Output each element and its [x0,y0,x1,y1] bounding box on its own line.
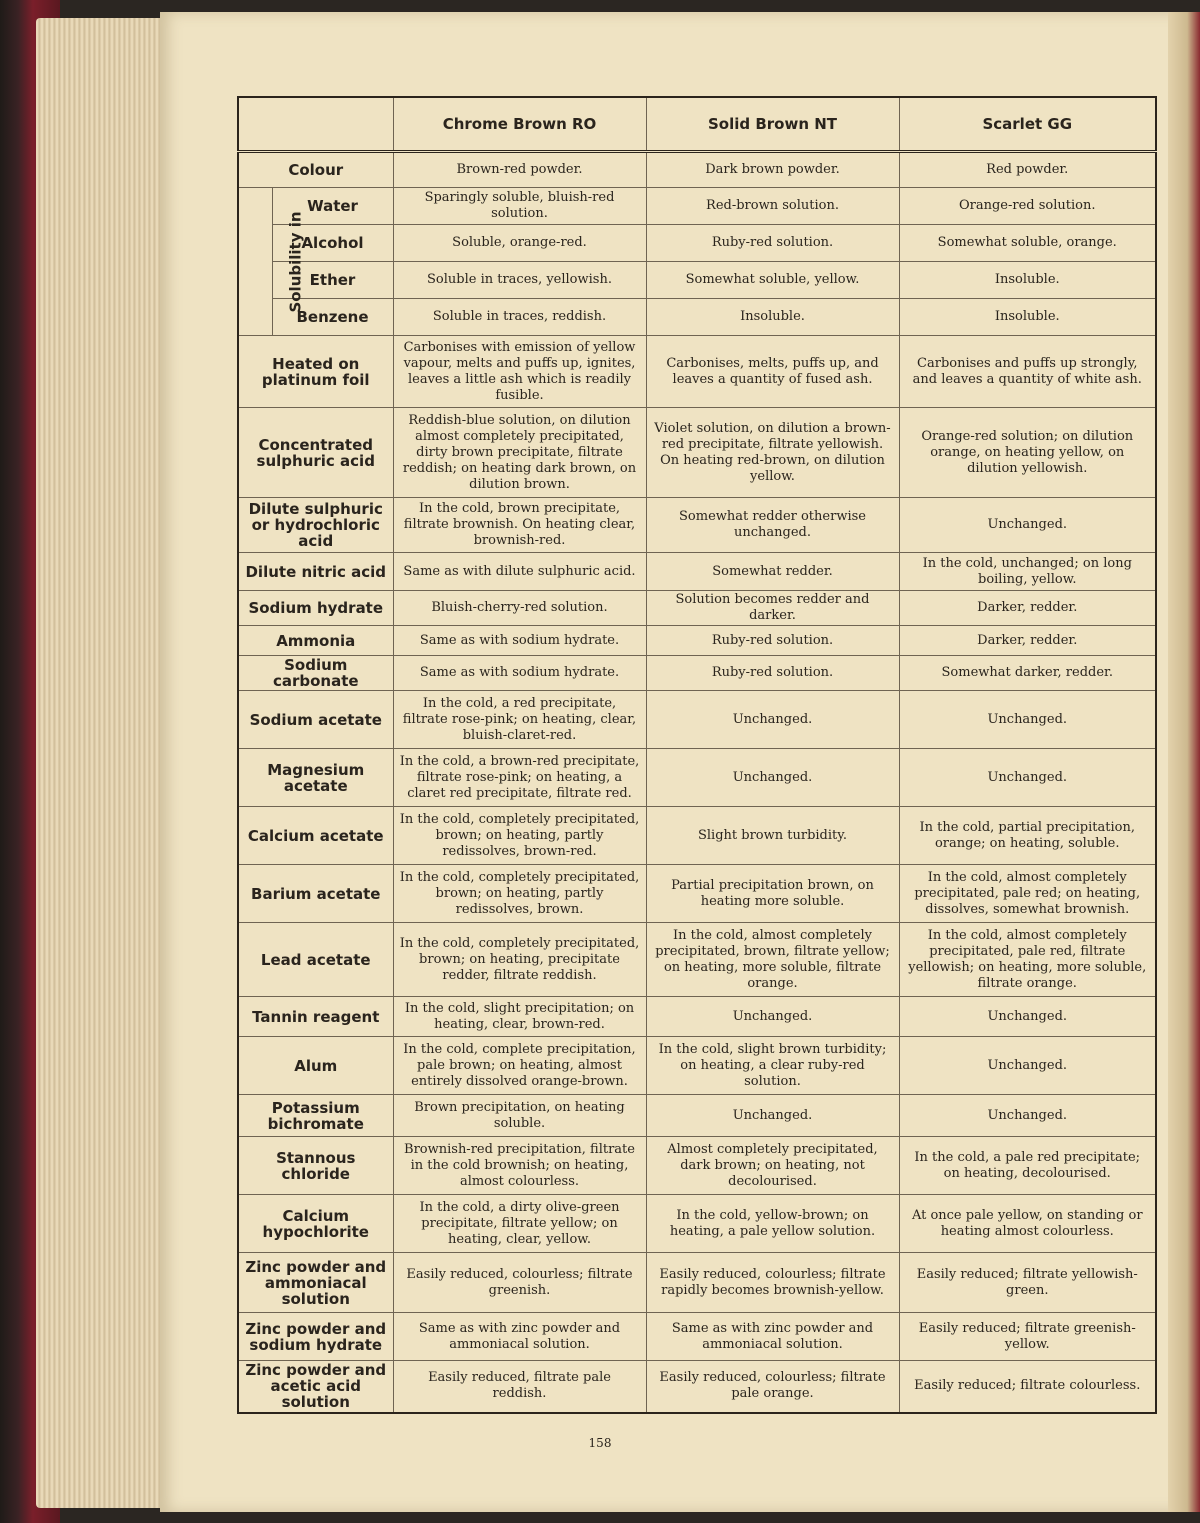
cell-chrome-brown-ro: In the cold, a red precipitate, filtrate rose-pink; on heating, clear, bluish-claret-red. [393,691,646,749]
cell-scarlet-gg: Darker, redder. [899,591,1156,626]
table-row [238,336,1156,408]
cell-scarlet-gg: Insoluble. [899,299,1156,336]
cell-chrome-brown-ro: Reddish-blue solution, on dilution almost completely precipitated, dirty brown precipitate, filtrate reddish; on heating dark brown, on dilution brown. [393,408,646,498]
row-label: Dilute nitric acid [238,553,393,591]
dye-reactions-table [237,96,1157,1414]
cell-chrome-brown-ro: Same as with zinc powder and ammoniacal solution. [393,1313,646,1361]
row-label: Dilute sulphuric or hydrochloric acid [238,498,393,553]
row-label: Water [272,188,393,225]
cell-scarlet-gg: In the cold, a pale red precipitate; on heating, decolourised. [899,1137,1156,1195]
row-label: Sodium acetate [238,691,393,749]
row-label: Benzene [272,299,393,336]
cell-solid-brown-nt: Somewhat redder otherwise unchanged. [646,498,899,553]
cell-chrome-brown-ro: In the cold, completely precipitated, brown; on heating, precipitate redder, filtrate reddish. [393,923,646,997]
cell-scarlet-gg: In the cold, almost completely precipitated, pale red; on heating, dissolves, somewhat brownish. [899,865,1156,923]
cell-solid-brown-nt: Insoluble. [646,299,899,336]
cell-chrome-brown-ro: Soluble in traces, reddish. [393,299,646,336]
cell-chrome-brown-ro: In the cold, brown precipitate, filtrate brownish. On heating clear, brownish-red. [393,498,646,553]
cell-scarlet-gg: Insoluble. [899,262,1156,299]
row-label: Alum [238,1037,393,1095]
row-label: Alcohol [272,225,393,262]
cell-chrome-brown-ro: Brown-red powder. [393,152,646,188]
cell-scarlet-gg: In the cold, almost completely precipitated, pale red, filtrate yellowish; on heating, more soluble, filtrate orange. [899,923,1156,997]
table-row [238,1361,1156,1413]
table-row [238,262,1156,299]
row-label: Potassium bichromate [238,1095,393,1137]
row-label: Ammonia [238,626,393,656]
cell-chrome-brown-ro: Sparingly soluble, bluish-red solution. [393,188,646,225]
table-row [238,807,1156,865]
table-row [238,1137,1156,1195]
table-row [238,1095,1156,1137]
row-label: Calcium acetate [238,807,393,865]
header-row [238,97,1156,152]
table-row [238,1313,1156,1361]
cell-solid-brown-nt: Easily reduced, colourless; filtrate rapidly becomes brownish-yellow. [646,1253,899,1313]
table-row [238,498,1156,553]
row-label: Lead acetate [238,923,393,997]
page-number: 158 [588,1436,612,1450]
table-row [238,591,1156,626]
cell-chrome-brown-ro: In the cold, completely precipitated, brown; on heating, partly redissolves, brown. [393,865,646,923]
table-row [238,225,1156,262]
cell-solid-brown-nt: In the cold, almost completely precipitated, brown, filtrate yellow; on heating, more soluble, filtrate orange. [646,923,899,997]
cell-solid-brown-nt: Somewhat soluble, yellow. [646,262,899,299]
row-label: Zinc powder and sodium hydrate [238,1313,393,1361]
cell-solid-brown-nt: Easily reduced, colourless; filtrate pale orange. [646,1361,899,1413]
row-label: Barium acetate [238,865,393,923]
cell-solid-brown-nt: Unchanged. [646,691,899,749]
table-row [238,553,1156,591]
header-blank [238,97,393,152]
cell-chrome-brown-ro: In the cold, completely precipitated, brown; on heating, partly redissolves, brown-red. [393,807,646,865]
cell-solid-brown-nt: Ruby-red solution. [646,626,899,656]
cell-solid-brown-nt: Same as with zinc powder and ammoniacal solution. [646,1313,899,1361]
cell-chrome-brown-ro: Same as with sodium hydrate. [393,626,646,656]
cell-solid-brown-nt: Red-brown solution. [646,188,899,225]
row-label: Calcium hypochlorite [238,1195,393,1253]
cell-scarlet-gg: Easily reduced; filtrate colourless. [899,1361,1156,1413]
table-row [238,1253,1156,1313]
cell-chrome-brown-ro: Bluish-cherry-red solution. [393,591,646,626]
cell-chrome-brown-ro: In the cold, complete precipitation, pale brown; on heating, almost entirely dissolved orange-brown. [393,1037,646,1095]
cell-solid-brown-nt: Almost completely precipitated, dark brown; on heating, not decolourised. [646,1137,899,1195]
table-row [238,691,1156,749]
cell-scarlet-gg: Carbonises and puffs up strongly, and leaves a quantity of white ash. [899,336,1156,408]
cell-scarlet-gg: Orange-red solution. [899,188,1156,225]
table-row [238,1037,1156,1095]
cell-scarlet-gg: Darker, redder. [899,626,1156,656]
cell-scarlet-gg: Unchanged. [899,498,1156,553]
cell-chrome-brown-ro: Brownish-red precipitation, filtrate in the cold brownish; on heating, almost colourless. [393,1137,646,1195]
cell-scarlet-gg: Unchanged. [899,1095,1156,1137]
cell-chrome-brown-ro: In the cold, a dirty olive-green precipitate, filtrate yellow; on heating, clear, yellow. [393,1195,646,1253]
cell-solid-brown-nt: Ruby-red solution. [646,225,899,262]
cell-chrome-brown-ro: Easily reduced, filtrate pale reddish. [393,1361,646,1413]
row-label: Sodium hydrate [238,591,393,626]
solubility-group-text: Solubility in [286,211,305,313]
book-right-edge [1168,12,1200,1512]
cell-solid-brown-nt: Somewhat redder. [646,553,899,591]
table-row [238,152,1156,188]
cell-scarlet-gg: Unchanged. [899,749,1156,807]
cell-solid-brown-nt: Unchanged. [646,749,899,807]
cell-chrome-brown-ro: Carbonises with emission of yellow vapour, melts and puffs up, ignites, leaves a little ash which is readily fusible. [393,336,646,408]
cell-solid-brown-nt: Carbonises, melts, puffs up, and leaves a quantity of fused ash. [646,336,899,408]
cell-scarlet-gg: Unchanged. [899,691,1156,749]
cell-scarlet-gg: Somewhat darker, redder. [899,656,1156,691]
header-solid-brown-nt: Solid Brown NT [646,97,899,152]
cell-solid-brown-nt: Partial precipitation brown, on heating more soluble. [646,865,899,923]
cell-solid-brown-nt: Unchanged. [646,997,899,1037]
table-row [238,656,1156,691]
cell-scarlet-gg: Unchanged. [899,997,1156,1037]
cell-scarlet-gg: Easily reduced; filtrate yellowish-green. [899,1253,1156,1313]
cell-scarlet-gg: In the cold, unchanged; on long boiling, yellow. [899,553,1156,591]
cell-solid-brown-nt: Violet solution, on dilution a brown-red precipitate, filtrate yellowish. On heating red-brown, on dilution yellow. [646,408,899,498]
cell-scarlet-gg: Orange-red solution; on dilution orange, on heating yellow, on dilution yellowish. [899,408,1156,498]
cell-solid-brown-nt: In the cold, slight brown turbidity; on heating, a clear ruby-red solution. [646,1037,899,1095]
cell-scarlet-gg: Easily reduced; filtrate greenish-yellow. [899,1313,1156,1361]
cell-scarlet-gg: In the cold, partial precipitation, orange; on heating, soluble. [899,807,1156,865]
row-label: Ether [272,262,393,299]
row-label: Concentrated sulphuric acid [238,408,393,498]
header-chrome-brown-ro: Chrome Brown RO [393,97,646,152]
cell-solid-brown-nt: In the cold, yellow-brown; on heating, a pale yellow solution. [646,1195,899,1253]
table-row [238,299,1156,336]
row-label: Sodium carbonate [238,656,393,691]
row-label: Heated on platinum foil [238,336,393,408]
table-row [238,626,1156,656]
cell-chrome-brown-ro: Easily reduced, colourless; filtrate greenish. [393,1253,646,1313]
cell-scarlet-gg: At once pale yellow, on standing or heating almost colourless. [899,1195,1156,1253]
solubility-group-label [238,188,305,336]
cell-scarlet-gg: Somewhat soluble, orange. [899,225,1156,262]
table-row [238,865,1156,923]
cell-chrome-brown-ro: In the cold, slight precipitation; on heating, clear, brown-red. [393,997,646,1037]
cell-solid-brown-nt: Unchanged. [646,1095,899,1137]
table-row [238,923,1156,997]
cell-chrome-brown-ro: Brown precipitation, on heating soluble. [393,1095,646,1137]
table-row [238,749,1156,807]
cell-scarlet-gg: Red powder. [899,152,1156,188]
table-row [238,997,1156,1037]
row-label: Colour [238,152,393,188]
cell-solid-brown-nt: Slight brown turbidity. [646,807,899,865]
cell-scarlet-gg: Unchanged. [899,1037,1156,1095]
table-row [238,188,1156,225]
row-label: Zinc powder and acetic acid solution [238,1361,393,1413]
cell-chrome-brown-ro: Soluble, orange-red. [393,225,646,262]
row-label: Zinc powder and ammoniacal solution [238,1253,393,1313]
cell-chrome-brown-ro: Same as with sodium hydrate. [393,656,646,691]
cell-solid-brown-nt: Ruby-red solution. [646,656,899,691]
header-scarlet-gg: Scarlet GG [899,97,1156,152]
cell-chrome-brown-ro: Soluble in traces, yellowish. [393,262,646,299]
cell-solid-brown-nt: Solution becomes redder and darker. [646,591,899,626]
row-label: Tannin reagent [238,997,393,1037]
cell-solid-brown-nt: Dark brown powder. [646,152,899,188]
cell-chrome-brown-ro: In the cold, a brown-red precipitate, filtrate rose-pink; on heating, a claret red precipitate, filtrate red. [393,749,646,807]
row-label: Stannous chloride [238,1137,393,1195]
table-row [238,408,1156,498]
row-label: Magnesium acetate [238,749,393,807]
page-stack [36,18,166,1508]
cell-chrome-brown-ro: Same as with dilute sulphuric acid. [393,553,646,591]
table-row [238,1195,1156,1253]
